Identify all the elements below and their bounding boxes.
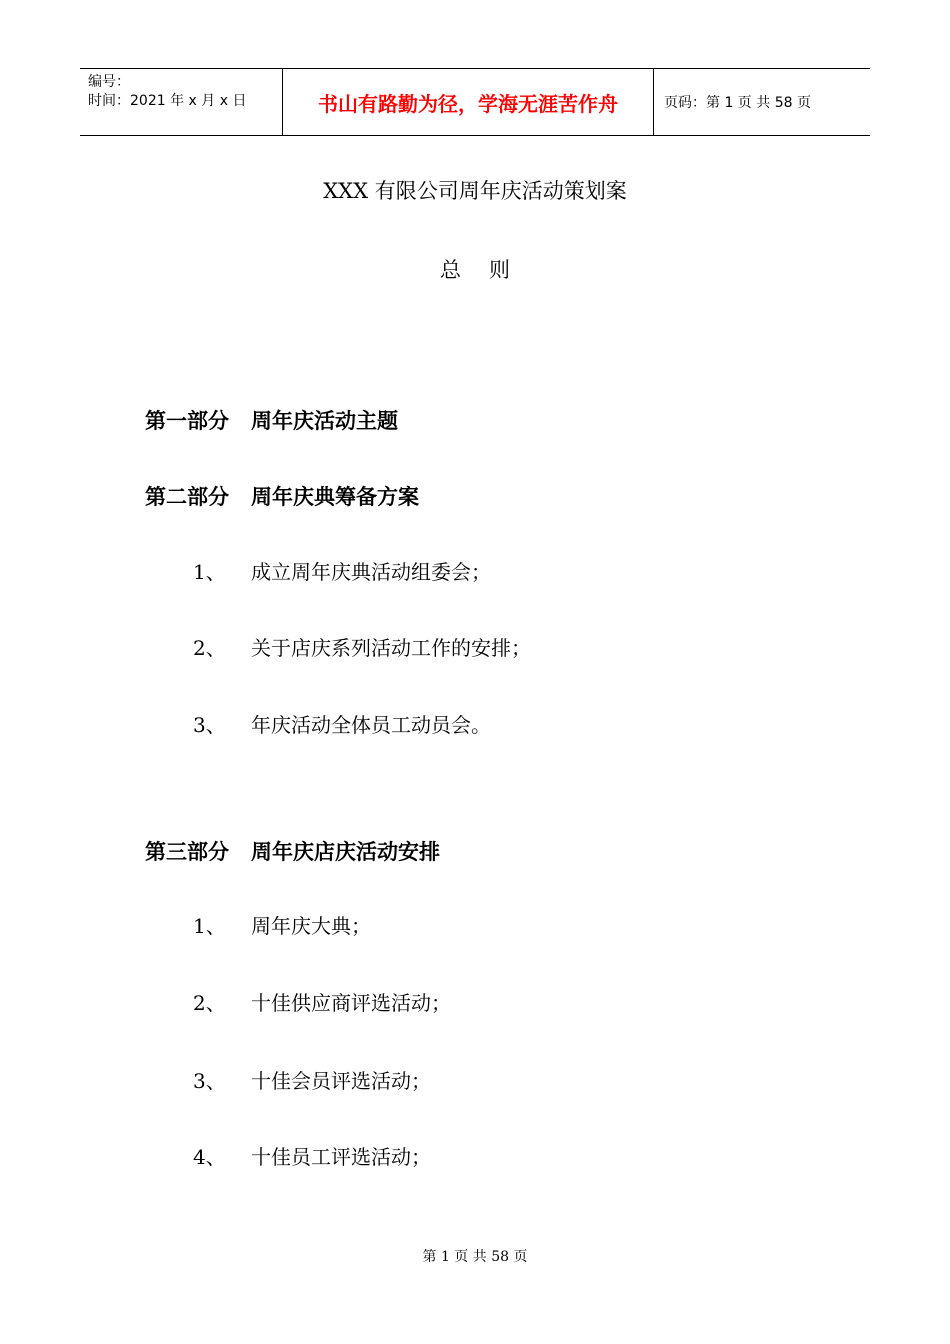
item-text: 成立周年庆典活动组委会； xyxy=(251,560,491,584)
item-text: 十佳员工评选活动； xyxy=(251,1145,431,1169)
section-heading xyxy=(145,481,419,511)
list-item xyxy=(193,987,451,1016)
list-item xyxy=(193,632,531,661)
motto-text: 书山有路勤为径，学海无涯苦作舟 xyxy=(318,91,618,116)
list-item xyxy=(193,910,371,939)
section-heading xyxy=(145,836,440,866)
time-label: 时间：2021 年 x 月 x 日 xyxy=(88,93,247,109)
item-number: 4、 xyxy=(193,1145,226,1169)
item-text: 周年庆大典； xyxy=(251,914,371,938)
header-table xyxy=(80,68,870,136)
section-name: 周年庆店庆活动安排 xyxy=(251,840,440,864)
item-number: 2、 xyxy=(193,991,226,1015)
document-subtitle: 总则 xyxy=(440,258,538,282)
section-name: 周年庆活动主题 xyxy=(251,409,398,433)
section-name: 周年庆典筹备方案 xyxy=(251,485,419,509)
item-number: 2、 xyxy=(193,636,226,660)
list-item xyxy=(193,1141,431,1170)
item-number: 3、 xyxy=(193,1069,226,1093)
section-heading xyxy=(145,405,398,435)
section-part: 第三部分 xyxy=(145,840,229,864)
item-number: 3、 xyxy=(193,713,226,737)
item-text: 关于店庆系列活动工作的安排； xyxy=(251,636,531,660)
header-motto-cell xyxy=(282,69,654,135)
section-part: 第一部分 xyxy=(145,409,229,433)
item-number: 1、 xyxy=(193,914,226,938)
section-part: 第二部分 xyxy=(145,485,229,509)
item-text: 十佳供应商评选活动； xyxy=(251,991,451,1015)
item-number: 1、 xyxy=(193,560,226,584)
document-title: XXX 有限公司周年庆活动策划案 xyxy=(323,179,627,203)
item-text: 年庆活动全体员工动员会。 xyxy=(251,713,491,737)
list-item xyxy=(193,709,491,738)
list-item xyxy=(193,556,491,585)
header-page-info: 页码：第 1 页 共 58 页 xyxy=(664,95,811,111)
page-footer: 第 1 页 共 58 页 xyxy=(422,1249,528,1265)
number-label: 编号： xyxy=(88,74,130,90)
list-item xyxy=(193,1065,431,1094)
item-text: 十佳会员评选活动； xyxy=(251,1069,431,1093)
header-meta xyxy=(80,69,282,135)
